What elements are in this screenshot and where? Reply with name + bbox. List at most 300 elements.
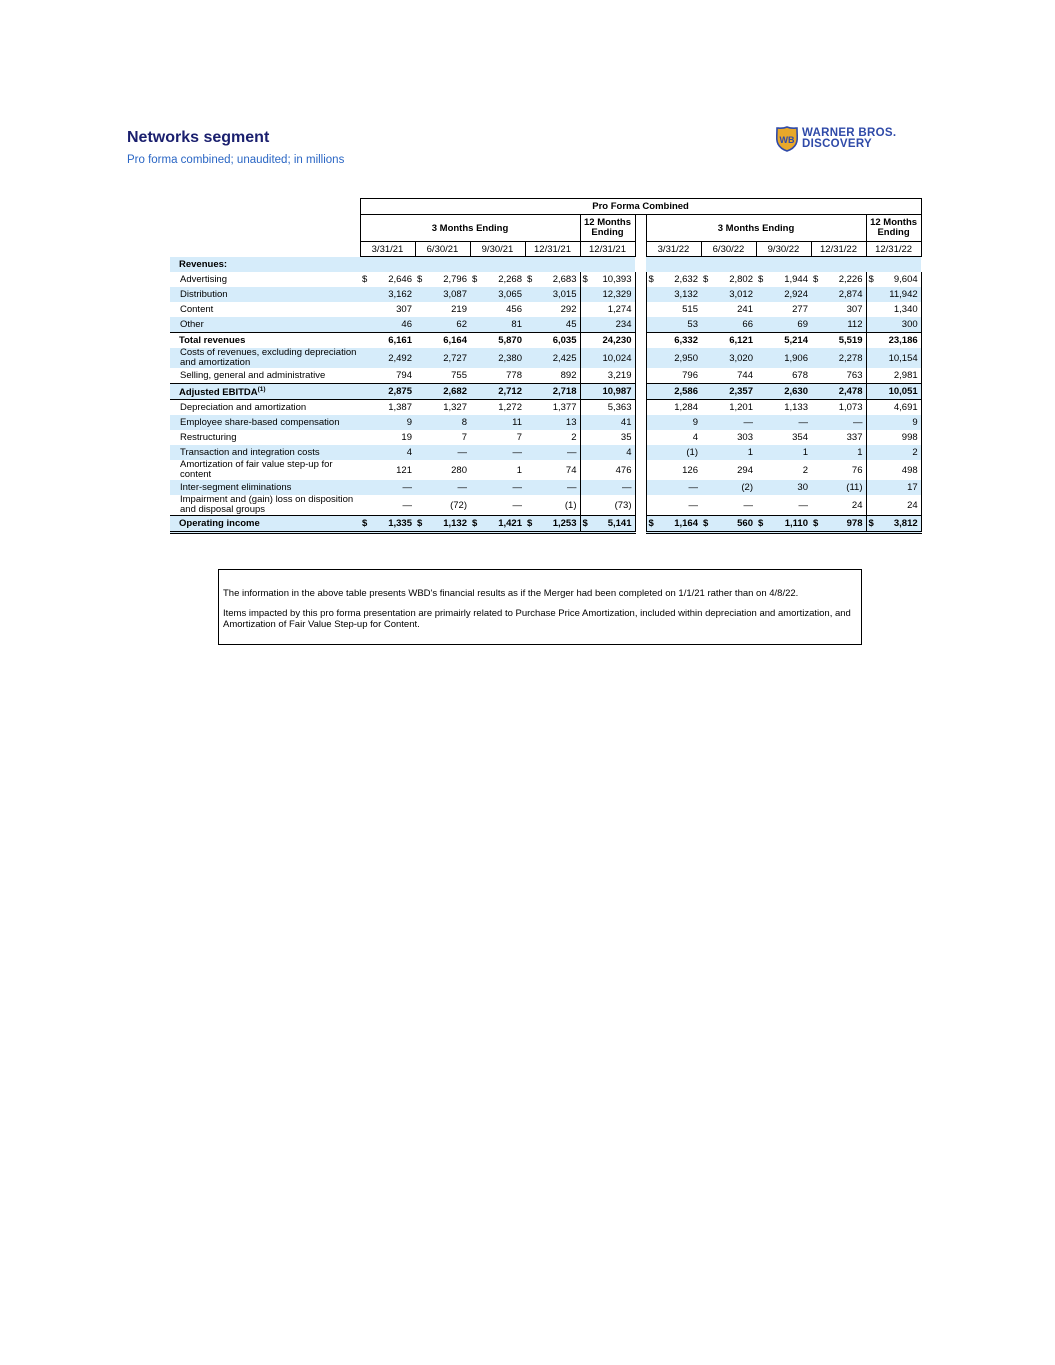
value-cell: [525, 317, 580, 333]
value-cell: [701, 317, 756, 333]
value-text: 5,363: [607, 402, 632, 413]
value-cell: [580, 415, 635, 430]
period-date: 12/31/21: [580, 242, 635, 257]
value-cell: [756, 480, 811, 495]
value-cell: [415, 445, 470, 460]
value-cell: [415, 333, 470, 349]
row-label-text: Total revenues: [179, 335, 246, 346]
row-label-text: Operating income: [179, 518, 260, 529]
value-cell: [866, 272, 921, 287]
value-text: 2,226: [838, 274, 863, 285]
value-text: 2,268: [498, 274, 522, 285]
spacer: [635, 302, 646, 317]
value-cell: [811, 415, 866, 430]
value-text: —: [743, 499, 753, 511]
value-text: 2,478: [838, 386, 863, 397]
footnote-box: [218, 569, 862, 645]
spacer: [635, 415, 646, 430]
value-cell: [580, 317, 635, 333]
value-cell: [580, 348, 635, 368]
value-cell: [646, 368, 701, 384]
value-cell: [646, 317, 701, 333]
row-label-text: Distribution: [180, 289, 228, 300]
value-cell: [360, 348, 415, 368]
value-text: 53: [687, 319, 698, 330]
table-row: [170, 333, 921, 349]
value-text: 1,110: [784, 518, 808, 529]
twelve-months-header-2021: 12 Months Ending: [580, 215, 635, 242]
currency-symbol: $: [813, 274, 819, 285]
value-text: 9: [406, 417, 412, 428]
currency-symbol: $: [472, 518, 478, 529]
period-date: 9/30/21: [470, 242, 525, 257]
table-row: [170, 516, 921, 533]
value-text: 3,012: [729, 289, 753, 300]
table-row: [170, 317, 921, 333]
value-cell: [701, 460, 756, 480]
row-label-text: Amortization of fair value step-up for content: [180, 459, 333, 480]
value-cell: [756, 272, 811, 287]
value-cell: [756, 430, 811, 445]
value-text: 219: [451, 304, 467, 315]
table-row: [170, 368, 921, 384]
row-label-text: Content: [180, 304, 214, 315]
value-text: 2,981: [893, 370, 918, 381]
value-cell: [470, 368, 525, 384]
currency-symbol: $: [703, 518, 709, 529]
twelve-months-header-2022: 12 Months Ending: [866, 215, 921, 242]
value-cell: [811, 348, 866, 368]
value-cell: [811, 317, 866, 333]
header-row-group: [170, 199, 921, 215]
value-cell: [525, 272, 580, 287]
value-cell: [701, 348, 756, 368]
value-text: 1: [747, 447, 753, 458]
value-text: 2,718: [552, 386, 577, 397]
value-cell: [866, 445, 921, 460]
value-text: —: [457, 447, 467, 458]
value-text: 354: [792, 432, 808, 443]
currency-symbol: $: [648, 274, 654, 285]
value-cell: [415, 287, 470, 302]
table-row: [170, 287, 921, 302]
value-cell: [415, 302, 470, 317]
value-text: 1,274: [607, 304, 632, 315]
currency-symbol: $: [362, 274, 368, 285]
value-cell: [646, 516, 701, 533]
value-text: —: [798, 499, 808, 511]
value-cell: [415, 384, 470, 400]
table-row: [170, 415, 921, 430]
value-cell: [360, 368, 415, 384]
value-text: 17: [907, 482, 918, 493]
value-cell: [811, 384, 866, 400]
value-cell: [701, 302, 756, 317]
value-text: 456: [506, 304, 522, 315]
row-label: [170, 272, 360, 287]
value-text: 2,357: [729, 386, 753, 397]
value-text: 9: [692, 417, 698, 428]
value-text: 300: [901, 319, 918, 330]
value-cell: [470, 317, 525, 333]
header-row-dates: [170, 242, 921, 257]
value-cell: [580, 302, 635, 317]
value-cell: [525, 430, 580, 445]
value-text: 2,492: [388, 352, 412, 364]
spacer: [635, 495, 646, 516]
table-row: [170, 460, 921, 480]
value-text: 19: [401, 432, 412, 443]
value-cell: [756, 287, 811, 302]
value-text: 24,230: [602, 335, 632, 346]
value-text: 1,132: [443, 518, 467, 529]
value-text: 2,950: [674, 352, 698, 364]
value-text: 303: [737, 432, 753, 443]
value-text: 1,377: [552, 402, 577, 413]
table-row: [170, 430, 921, 445]
value-cell: [415, 516, 470, 533]
value-text: 2,632: [674, 274, 698, 285]
value-text: 280: [451, 464, 467, 476]
value-text: 2,802: [729, 274, 753, 285]
value-cell: [580, 445, 635, 460]
value-cell: [580, 460, 635, 480]
table-row: [170, 400, 921, 416]
value-cell: [580, 400, 635, 416]
value-cell: [811, 460, 866, 480]
value-text: 1,164: [674, 518, 698, 529]
value-text: 978: [846, 518, 863, 529]
value-cell: [360, 460, 415, 480]
value-text: 476: [615, 464, 632, 476]
value-text: —: [402, 499, 412, 511]
value-text: (73): [614, 499, 632, 511]
value-text: 560: [737, 518, 753, 529]
value-cell: [756, 516, 811, 533]
value-text: 5,214: [784, 335, 808, 346]
value-cell: [866, 333, 921, 349]
value-text: 2: [912, 447, 918, 458]
period-date: 9/30/22: [756, 242, 811, 257]
value-cell: [866, 480, 921, 495]
value-text: 2,727: [443, 352, 467, 364]
value-text: 10,051: [888, 386, 918, 397]
value-text: 76: [851, 464, 863, 476]
value-cell: [866, 384, 921, 400]
row-label: [170, 460, 360, 480]
logo-line-2: DISCOVERY: [802, 138, 873, 150]
value-cell: [756, 348, 811, 368]
value-text: 10,987: [602, 386, 632, 397]
spacer: [635, 287, 646, 302]
value-text: 498: [901, 464, 918, 476]
value-text: 4: [626, 447, 632, 458]
value-cell: [415, 415, 470, 430]
value-text: 4: [692, 432, 698, 443]
spacer: [635, 384, 646, 400]
value-cell: [756, 415, 811, 430]
value-text: 2,796: [443, 274, 467, 285]
value-text: 74: [565, 464, 577, 476]
row-label-text: Adjusted EBITDA: [179, 387, 258, 399]
value-cell: [756, 400, 811, 416]
value-cell: [646, 302, 701, 317]
value-text: —: [853, 417, 863, 428]
value-cell: [701, 516, 756, 533]
currency-symbol: $: [868, 518, 874, 529]
value-cell: [415, 317, 470, 333]
table-row: [170, 480, 921, 495]
value-text: 1,906: [784, 352, 808, 364]
footnote-marker: (1): [257, 386, 266, 394]
currency-symbol: $: [417, 274, 423, 285]
value-text: 6,035: [552, 335, 577, 346]
row-label-text: Employee share-based compensation: [180, 417, 340, 428]
period-date: 12/31/22: [866, 242, 921, 257]
value-cell: [470, 272, 525, 287]
value-cell: [646, 480, 701, 495]
value-text: 45: [565, 319, 577, 330]
value-text: 307: [396, 304, 412, 315]
value-cell: [470, 445, 525, 460]
currency-symbol: $: [758, 518, 764, 529]
value-cell: [525, 445, 580, 460]
spacer: [635, 333, 646, 349]
table-row: [170, 272, 921, 287]
row-label: [170, 445, 360, 460]
spacer: [635, 317, 646, 333]
value-cell: [646, 348, 701, 368]
value-text: —: [743, 417, 753, 428]
value-cell: [811, 445, 866, 460]
value-text: 6,164: [443, 335, 467, 346]
value-cell: [415, 368, 470, 384]
value-text: 3,132: [674, 289, 698, 300]
value-text: 3,020: [729, 352, 753, 364]
row-label: [170, 430, 360, 445]
value-cell: [646, 415, 701, 430]
value-text: 81: [511, 319, 522, 330]
footnote-paragraph-2: Items impacted by this pro forma presentation are primairly related to Purchase Price Amortization, included within depreciation and amortization, and Amortization of Fair Value Step-up for Content.: [223, 608, 851, 630]
value-text: 778: [506, 370, 522, 381]
value-text: 12,329: [602, 289, 632, 300]
value-cell: [701, 430, 756, 445]
value-text: 678: [792, 370, 808, 381]
value-text: 337: [846, 432, 863, 443]
revenues-label-row: [170, 257, 921, 273]
value-text: (72): [450, 499, 467, 511]
value-text: 1,133: [784, 402, 808, 413]
value-cell: [360, 317, 415, 333]
header-row-periods: [170, 215, 921, 242]
table-row: [170, 348, 921, 368]
value-cell: [866, 415, 921, 430]
value-cell: [580, 480, 635, 495]
value-text: 1,272: [498, 402, 522, 413]
value-text: 1: [802, 447, 808, 458]
value-cell: [580, 333, 635, 349]
value-text: 6,161: [388, 335, 412, 346]
value-cell: [470, 384, 525, 400]
value-cell: [360, 400, 415, 416]
value-text: 755: [451, 370, 467, 381]
value-cell: [580, 272, 635, 287]
row-label: [170, 495, 360, 516]
value-text: 10,393: [602, 274, 632, 285]
networks-financial-table: [170, 198, 922, 534]
row-label: [170, 302, 360, 317]
value-cell: [360, 430, 415, 445]
value-cell: [470, 460, 525, 480]
value-text: —: [688, 499, 698, 511]
value-cell: [646, 430, 701, 445]
value-cell: [646, 333, 701, 349]
value-text: 794: [396, 370, 412, 381]
value-text: —: [512, 499, 522, 511]
value-cell: [470, 516, 525, 533]
value-cell: [415, 495, 470, 516]
currency-symbol: $: [648, 518, 654, 529]
row-label: [170, 317, 360, 333]
spacer: [635, 430, 646, 445]
value-cell: [525, 368, 580, 384]
value-text: 3,015: [552, 289, 577, 300]
currency-symbol: $: [417, 518, 423, 529]
value-text: 3,162: [388, 289, 412, 300]
value-text: 10,154: [888, 352, 918, 364]
value-text: 9,604: [893, 274, 918, 285]
value-cell: [470, 302, 525, 317]
row-label-text: Advertising: [180, 274, 227, 285]
value-cell: [415, 400, 470, 416]
value-text: 2,425: [552, 352, 577, 364]
value-text: 292: [560, 304, 577, 315]
value-cell: [701, 495, 756, 516]
value-text: 121: [396, 464, 412, 476]
value-cell: [470, 287, 525, 302]
period-date: 6/30/22: [701, 242, 756, 257]
value-text: 744: [737, 370, 753, 381]
value-text: 8: [461, 417, 467, 428]
value-text: —: [688, 482, 698, 493]
value-text: 1,073: [838, 402, 863, 413]
currency-symbol: $: [868, 274, 874, 285]
value-cell: [701, 480, 756, 495]
value-text: 2,278: [838, 352, 863, 364]
row-label-text: Depreciation and amortization: [180, 402, 307, 413]
table-row: [170, 384, 921, 400]
value-text: 998: [901, 432, 918, 443]
value-text: (2): [741, 482, 753, 493]
row-label: [170, 516, 360, 533]
value-cell: [866, 368, 921, 384]
value-text: —: [798, 417, 808, 428]
value-cell: [580, 430, 635, 445]
row-label-text: Inter-segment eliminations: [180, 482, 292, 493]
value-text: 41: [620, 417, 632, 428]
value-cell: [415, 348, 470, 368]
wb-shield-icon: [776, 126, 798, 152]
period-date: 12/31/22: [811, 242, 866, 257]
spacer: [635, 368, 646, 384]
value-cell: [811, 400, 866, 416]
value-cell: [701, 368, 756, 384]
value-cell: [470, 348, 525, 368]
value-text: 307: [846, 304, 863, 315]
value-cell: [701, 287, 756, 302]
value-text: —: [457, 482, 467, 493]
value-cell: [360, 445, 415, 460]
value-cell: [866, 348, 921, 368]
value-cell: [756, 384, 811, 400]
value-text: 3,065: [498, 289, 522, 300]
value-text: 66: [742, 319, 753, 330]
value-cell: [756, 368, 811, 384]
currency-symbol: $: [362, 518, 368, 529]
value-cell: [701, 400, 756, 416]
value-cell: [580, 384, 635, 400]
spacer: [635, 215, 646, 242]
value-cell: [580, 516, 635, 533]
value-cell: [470, 430, 525, 445]
value-cell: [525, 460, 580, 480]
value-cell: [646, 495, 701, 516]
value-text: 1,387: [388, 402, 412, 413]
revenues-label: Revenues:: [170, 257, 360, 273]
value-cell: [646, 400, 701, 416]
value-text: 2,380: [498, 352, 522, 364]
value-cell: [525, 516, 580, 533]
value-cell: [866, 460, 921, 480]
value-text: 5,870: [498, 335, 522, 346]
value-cell: [360, 333, 415, 349]
value-text: 515: [682, 304, 698, 315]
value-text: 13: [565, 417, 577, 428]
currency-symbol: $: [813, 518, 819, 529]
value-cell: [756, 302, 811, 317]
value-text: 2,586: [674, 386, 698, 397]
value-text: 1,340: [893, 304, 918, 315]
row-label-text: Transaction and integration costs: [180, 447, 320, 458]
value-text: 3,812: [893, 518, 918, 529]
value-text: 2,875: [388, 386, 412, 397]
period-date: 3/31/21: [360, 242, 415, 257]
value-cell: [756, 460, 811, 480]
spacer: [635, 460, 646, 480]
row-label-text: Restructuring: [180, 432, 237, 443]
table-row: [170, 445, 921, 460]
value-text: 62: [456, 319, 467, 330]
value-cell: [415, 480, 470, 495]
value-cell: [470, 415, 525, 430]
value-cell: [360, 480, 415, 495]
warner-bros-discovery-logo: [776, 126, 896, 152]
value-cell: [701, 384, 756, 400]
three-months-header-2021: 3 Months Ending: [360, 215, 580, 242]
value-cell: [646, 445, 701, 460]
value-cell: [360, 302, 415, 317]
value-text: 763: [846, 370, 863, 381]
value-cell: [646, 460, 701, 480]
value-text: 234: [615, 319, 632, 330]
logo-line-1: WARNER BROS.: [802, 127, 897, 139]
value-cell: [415, 430, 470, 445]
value-cell: [811, 430, 866, 445]
row-label-text: Costs of revenues, excluding depreciation and amortization: [180, 347, 357, 368]
value-cell: [756, 495, 811, 516]
page-title: Networks segment: [127, 129, 270, 146]
period-date: 3/31/22: [646, 242, 701, 257]
